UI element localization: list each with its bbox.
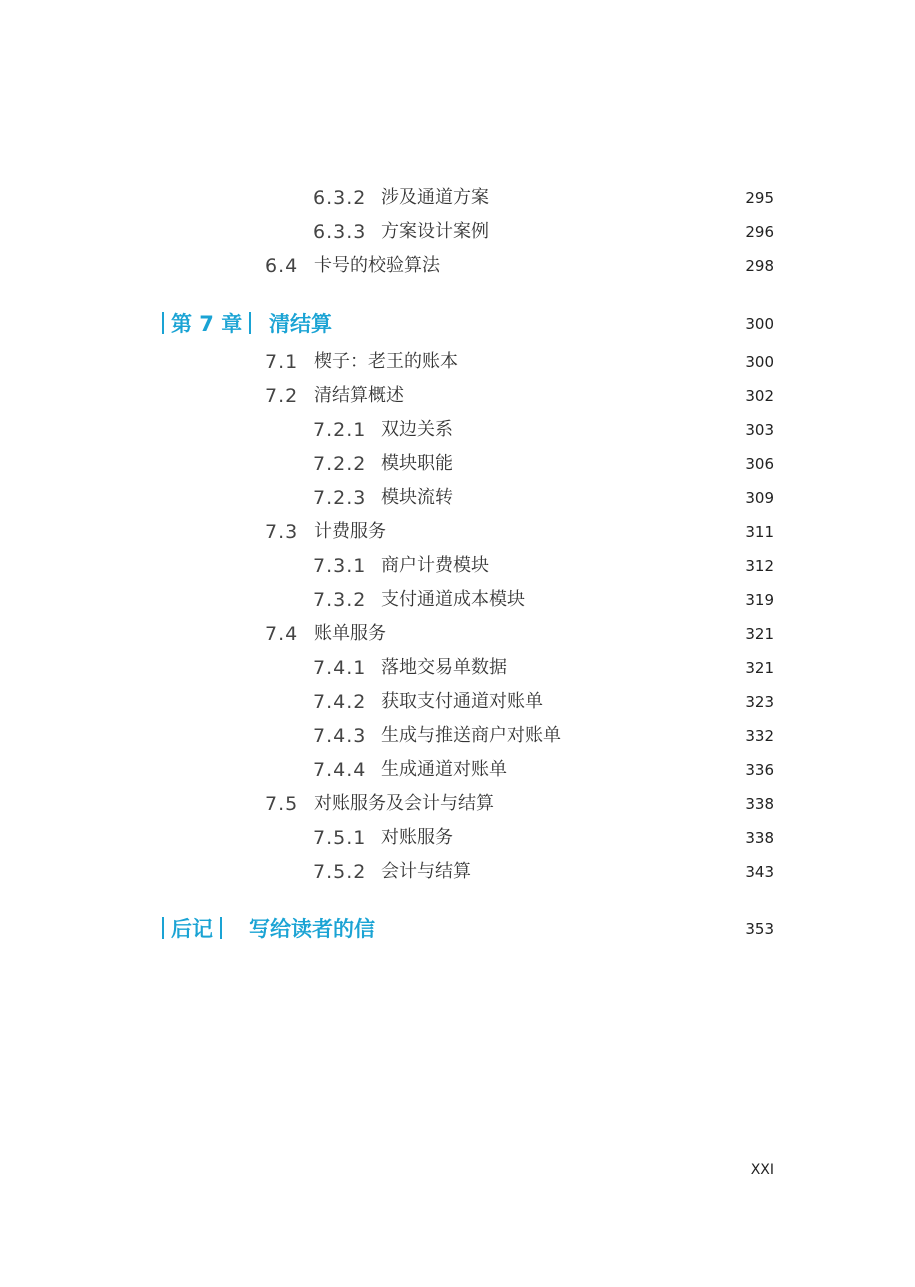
toc-entry-7-5-2[interactable]: [0, 857, 915, 887]
entry-number: 7.4.4: [313, 759, 367, 781]
toc-entry-7-1[interactable]: [0, 347, 915, 377]
toc-entry-7-3[interactable]: [0, 517, 915, 547]
entry-title: 生成与推送商户对账单: [381, 725, 561, 746]
entry-page: 338: [745, 829, 774, 847]
toc-entry-7-4[interactable]: [0, 619, 915, 649]
entry-title: 商户计费模块: [381, 555, 489, 576]
entry-number: 7.5.1: [313, 827, 367, 849]
entry-title: 模块流转: [381, 487, 453, 508]
toc-entry-6-3-3[interactable]: [0, 217, 915, 247]
entry-page: 321: [745, 625, 774, 643]
entry-page: 321: [745, 659, 774, 677]
entry-page: 323: [745, 693, 774, 711]
bar-right: [249, 312, 251, 334]
entry-page: 306: [745, 455, 774, 473]
entry-title: 计费服务: [314, 521, 386, 542]
entry-title: 落地交易单数据: [381, 657, 507, 678]
toc-entry-7-3-1[interactable]: [0, 551, 915, 581]
entry-number: 6.3.3: [313, 221, 367, 243]
entry-title: 会计与结算: [381, 861, 471, 882]
entry-number: 7.4.1: [313, 657, 367, 679]
toc-entry-7-5[interactable]: [0, 789, 915, 819]
entry-page: 302: [745, 387, 774, 405]
afterword-title: 写给读者的信: [249, 917, 375, 941]
toc-entry-7-4-2[interactable]: [0, 687, 915, 717]
chapter-label: 第 7 章: [162, 306, 251, 342]
entry-title: 卡号的校验算法: [314, 255, 440, 276]
entry-title: 双边关系: [381, 419, 453, 440]
entry-title: 清结算概述: [314, 385, 404, 406]
toc-entry-7-4-3[interactable]: [0, 721, 915, 751]
page-folio: XXI: [750, 1162, 774, 1178]
toc-entry-6-3-2[interactable]: [0, 183, 915, 213]
entry-number: 7.5: [265, 793, 299, 815]
entry-page: 309: [745, 489, 774, 507]
entry-number: 7.4: [265, 623, 299, 645]
toc-chapter-7[interactable]: [0, 306, 915, 342]
entry-number: 7.3: [265, 521, 299, 543]
entry-title: 支付通道成本模块: [381, 589, 525, 610]
toc-entry-7-2-3[interactable]: [0, 483, 915, 513]
toc-entry-7-5-1[interactable]: [0, 823, 915, 853]
bar-left: [162, 312, 164, 334]
entry-page: 303: [745, 421, 774, 439]
toc-afterword[interactable]: [0, 911, 915, 947]
entry-title: 涉及通道方案: [381, 187, 489, 208]
entry-number: 7.3.2: [313, 589, 367, 611]
entry-page: 298: [745, 257, 774, 275]
toc-entry-7-4-1[interactable]: [0, 653, 915, 683]
entry-title: 生成通道对账单: [381, 759, 507, 780]
entry-number: 7.2.2: [313, 453, 367, 475]
entry-number: 7.2: [265, 385, 299, 407]
entry-number: 7.1: [265, 351, 299, 373]
toc-entry-7-2[interactable]: [0, 381, 915, 411]
bar-right: [220, 917, 222, 939]
entry-page: 343: [745, 863, 774, 881]
entry-page: 336: [745, 761, 774, 779]
entry-page: 319: [745, 591, 774, 609]
entry-title: 账单服务: [314, 623, 386, 644]
entry-number: 7.4.2: [313, 691, 367, 713]
entry-page: 338: [745, 795, 774, 813]
entry-number: 6.3.2: [313, 187, 367, 209]
entry-title: 方案设计案例: [381, 221, 489, 242]
entry-number: 7.3.1: [313, 555, 367, 577]
afterword-label: 后记: [162, 911, 222, 947]
entry-page: 296: [745, 223, 774, 241]
entry-title: 楔子：老王的账本: [314, 351, 458, 372]
entry-page: 332: [745, 727, 774, 745]
toc-entry-6-4[interactable]: [0, 251, 915, 281]
entry-number: 6.4: [265, 255, 299, 277]
bar-left: [162, 917, 164, 939]
entry-title: 模块职能: [381, 453, 453, 474]
chapter-title: 清结算: [269, 312, 332, 336]
toc-entry-7-4-4[interactable]: [0, 755, 915, 785]
toc-entry-7-2-2[interactable]: [0, 449, 915, 479]
entry-number: 7.2.1: [313, 419, 367, 441]
afterword-page: 353: [745, 920, 774, 938]
entry-page: 312: [745, 557, 774, 575]
entry-title: 对账服务: [381, 827, 453, 848]
entry-page: 300: [745, 353, 774, 371]
toc-entry-7-2-1[interactable]: [0, 415, 915, 445]
entry-number: 7.4.3: [313, 725, 367, 747]
toc-entry-7-3-2[interactable]: [0, 585, 915, 615]
entry-page: 295: [745, 189, 774, 207]
chapter-page: 300: [745, 315, 774, 333]
entry-page: 311: [745, 523, 774, 541]
entry-number: 7.5.2: [313, 861, 367, 883]
entry-title: 对账服务及会计与结算: [314, 793, 494, 814]
entry-title: 获取支付通道对账单: [381, 691, 543, 712]
entry-number: 7.2.3: [313, 487, 367, 509]
